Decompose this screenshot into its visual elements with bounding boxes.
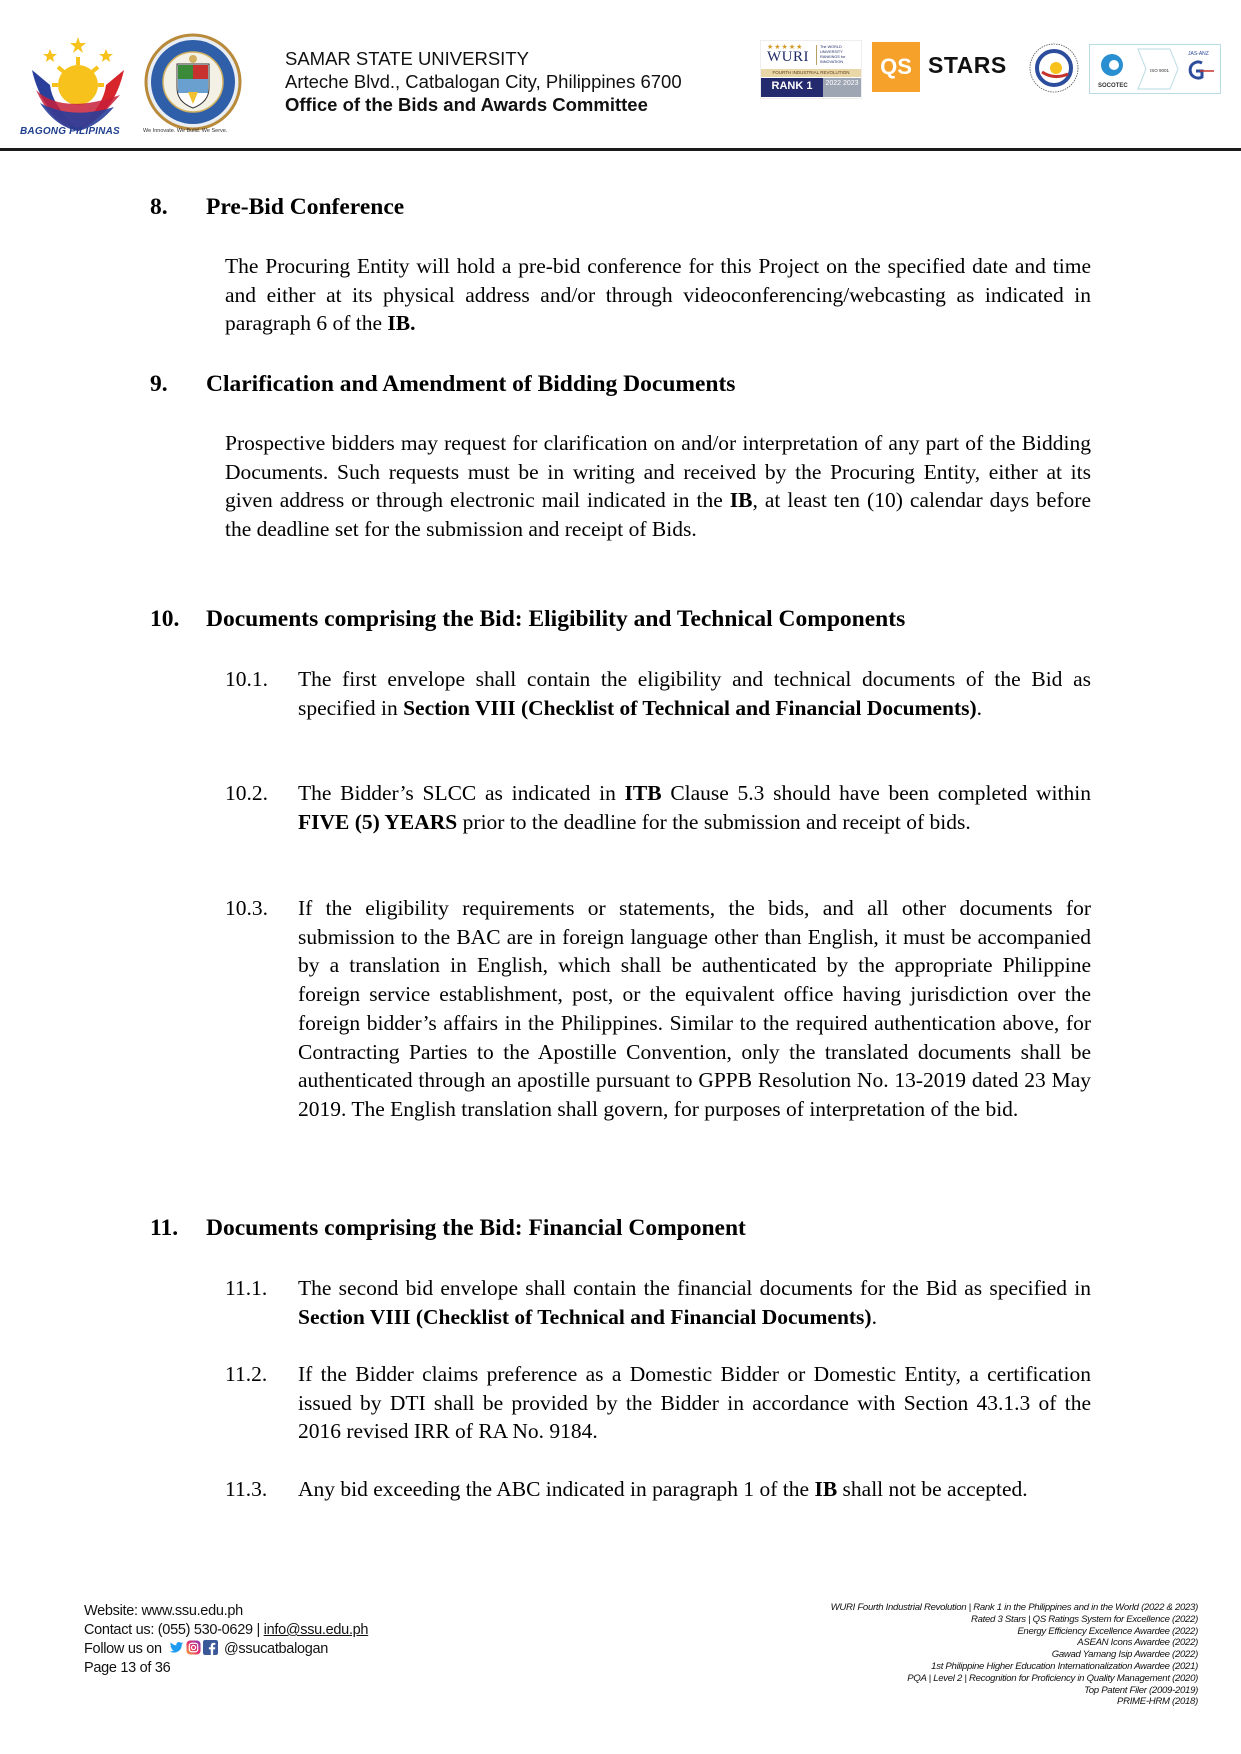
section-title: Documents comprising the Bid: Eligibility and Technical Components xyxy=(206,606,906,632)
twitter-icon[interactable] xyxy=(169,1640,184,1655)
wuri-category: FOURTH INDUSTRIAL REVOLUTION xyxy=(761,69,861,77)
header-divider xyxy=(0,148,1241,151)
clause-number: 11.3. xyxy=(225,1477,268,1501)
facebook-icon[interactable] xyxy=(203,1640,218,1655)
award-item: WURI Fourth Industrial Revolution | Rank 1 in the Philippines and in the World (2022 & 2023) xyxy=(830,1602,1198,1613)
clause-text: The second bid envelope shall contain the financial documents for the Bid as specified in Section VIII (Checklist of Technical and Financial Documents). xyxy=(298,1276,1091,1329)
footer-awards xyxy=(698,1602,1198,1708)
office-name: Office of the Bids and Awards Committee xyxy=(285,94,648,115)
wuri-name: WURI xyxy=(767,49,809,65)
clause-11-3 xyxy=(225,1475,1091,1504)
section-number: 10. xyxy=(150,606,180,632)
clause-number: 10.3. xyxy=(225,896,268,920)
section-number: 8. xyxy=(150,194,168,220)
footer-contact-line: Contact us: (055) 530-0629 | info@ssu.edu.ph xyxy=(84,1622,369,1638)
wuri-rank: RANK 1 xyxy=(761,78,823,97)
bagong-pilipinas-logo-icon xyxy=(22,35,134,140)
email-link[interactable]: info@ssu.edu.ph xyxy=(263,1622,369,1638)
qs-stars-label: STARS xyxy=(928,52,1007,78)
footer-contact xyxy=(84,1602,368,1678)
section-title: Documents comprising the Bid: Financial Component xyxy=(206,1215,746,1241)
svg-text:JAS-ANZ: JAS-ANZ xyxy=(1188,51,1209,57)
wuri-stars-icon: ★★★★★ xyxy=(767,43,804,51)
social-handle[interactable]: @ssucatbalogan xyxy=(224,1641,329,1657)
clause-10-3 xyxy=(225,894,1091,1124)
clause-text: The Bidder’s SLCC as indicated in ITB Clause 5.3 should have been completed within FIVE (5) YEARS prior to the deadline for the submission and receipt of bids. xyxy=(298,781,1091,834)
section-heading-9 xyxy=(150,370,735,398)
svg-text:SOCOTEC: SOCOTEC xyxy=(1098,83,1128,89)
footer-social: Follow us on @ssucatbalogan xyxy=(84,1641,329,1657)
award-item: Rated 3 Stars | QS Ratings System for Excellence (2022) xyxy=(970,1613,1198,1625)
clause-text: Any bid exceeding the ABC indicated in paragraph 1 of the IB shall not be accepted. xyxy=(298,1477,1028,1501)
ssu-tagline: We Innovate. We Build. We Serve. xyxy=(143,128,228,134)
wuri-badge xyxy=(760,40,862,99)
section-9-paragraph: Prospective bidders may request for clarification on and/or interpretation of any part of the Bidding Documents. Such requests must be in writing and received by the Procuring Entity, either at its given address or through electronic mail indicated in the IB, at least ten (10) calendar days before the deadline set for the submission and receipt of Bids. xyxy=(225,431,1091,542)
clause-10-1 xyxy=(225,665,1091,722)
section-title: Pre-Bid Conference xyxy=(206,194,405,220)
qs-logo-icon: QS xyxy=(872,42,920,92)
bagong-pilipinas-caption: BAGONG PILIPINAS xyxy=(20,126,120,137)
award-item: ASEAN Icons Awardee (2022) xyxy=(1077,1637,1198,1649)
institution-address: Arteche Blvd., Catbalogan City, Philippines 6700 xyxy=(285,71,682,92)
clause-11-2 xyxy=(225,1360,1091,1446)
page-number: Page 13 of 36 xyxy=(84,1660,171,1676)
section-number: 11. xyxy=(150,1215,179,1241)
clause-text: If the Bidder claims preference as a Domestic Bidder or Domestic Entity, a certification issued by DTI shall be provided by the Bidder in accordance with Section 43.1.3 of the 2016 revised IRR of RA No. 9184. xyxy=(298,1362,1091,1444)
award-item: 1st Philippine Higher Education Internationalization Awardee (2021) xyxy=(931,1660,1198,1672)
award-item: Gawad Yamang Isip Awardee (2022) xyxy=(1051,1649,1198,1661)
wuri-tagline: The WORLD UNIVERSITY RANKINGS for INNOVATION xyxy=(816,45,862,65)
svg-text:ISO 9001: ISO 9001 xyxy=(1150,68,1170,73)
clause-number: 10.1. xyxy=(225,667,268,691)
philippine-quality-award-seal-icon xyxy=(1028,40,1080,96)
clause-number: 11.2. xyxy=(225,1362,268,1386)
section-title: Clarification and Amendment of Bidding Documents xyxy=(206,371,736,397)
socotec-iso-badge xyxy=(1089,44,1221,94)
section-8-paragraph: The Procuring Entity will hold a pre-bid conference for this Project on the specified date and time and either at its physical address and/or through videoconferencing/webcasting as indicated in paragraph 6 of the IB. xyxy=(225,254,1091,336)
section-heading-10 xyxy=(150,605,905,633)
clause-number: 11.1. xyxy=(225,1276,268,1300)
section-heading-8 xyxy=(150,193,404,221)
ib-reference: IB xyxy=(729,488,753,513)
ssu-seal-icon xyxy=(143,32,243,140)
clause-text: The first envelope shall contain the eligibility and technical documents of the Bid as specified in Section VIII (Checklist of Technical and Financial Documents). xyxy=(298,667,1091,720)
clause-11-1 xyxy=(225,1274,1091,1331)
institution-name: SAMAR STATE UNIVERSITY xyxy=(285,48,529,69)
section-number: 9. xyxy=(150,371,168,397)
section-heading-11 xyxy=(150,1214,746,1242)
ib-reference: IB. xyxy=(387,311,416,336)
award-item: PRIME-HRM (2018) xyxy=(1116,1696,1198,1708)
award-item: Top Patent Filer (2009-2019) xyxy=(1084,1684,1198,1696)
instagram-icon[interactable] xyxy=(186,1640,201,1655)
letterhead xyxy=(0,0,1241,150)
clause-number: 10.2. xyxy=(225,781,268,805)
wuri-years: 2022 2023 xyxy=(823,78,861,97)
award-item: Energy Efficiency Excellence Awardee (2022) xyxy=(1017,1625,1198,1637)
clause-text: If the eligibility requirements or statements, the bids, and all other documents for submission to the BAC are in foreign language other than English, it must be accompanied by a translation in English, which shall be authenticated by the appropriate Philippine foreign service establishment, post, or the equivalent office having jurisdiction over the foreign bidder’s affairs in the Philippines. Similar to the required authentication above, for Contracting Parties to the Apostille Convention, only the translated documents shall be authenticated through an apostille pursuant to GPPB Resolution No. 13-2019 dated 23 May 2019. The English translation shall govern, for purposes of interpretation of the bid. xyxy=(298,896,1091,1121)
footer-website[interactable]: Website: www.ssu.edu.ph xyxy=(84,1603,243,1619)
award-item: PQA | Level 2 | Recognition for Proficiency in Quality Management (2020) xyxy=(907,1672,1198,1684)
clause-10-2 xyxy=(225,779,1091,836)
institution-block xyxy=(285,47,682,116)
